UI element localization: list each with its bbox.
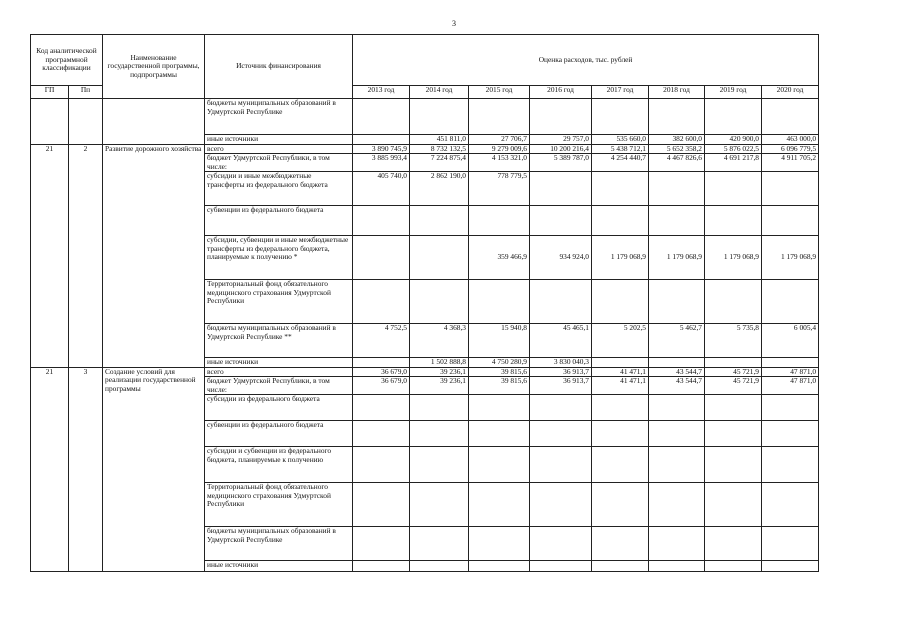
cell-value: [705, 483, 762, 527]
cell-value: [762, 421, 819, 447]
cell-value: 6 096 779,5: [762, 144, 819, 154]
cell-value: 405 740,0: [353, 172, 410, 206]
cell-value: [530, 421, 592, 447]
cell-value: 4 467 826,6: [649, 154, 705, 172]
cell-funding-source: бюджеты муниципальных образований в Удмуртской Республике **: [205, 324, 353, 358]
cell-value: [530, 206, 592, 236]
cell-value: 5 652 358,2: [649, 144, 705, 154]
cell-funding-source: иные источники: [205, 135, 353, 145]
cell-value: 5 389 787,0: [530, 154, 592, 172]
cell-value: [649, 172, 705, 206]
page-number: 3: [452, 19, 456, 28]
cell-value: [762, 527, 819, 561]
cell-value: [705, 280, 762, 324]
cell-funding-source: всего: [205, 367, 353, 377]
header-code-group: Код аналитической программной классификации: [31, 35, 103, 86]
cell-value: [649, 527, 705, 561]
cell-value: 39 236,1: [410, 377, 469, 395]
cell-funding-source: субвенции из федерального бюджета: [205, 421, 353, 447]
cell-funding-source: иные источники: [205, 561, 353, 572]
cell-value: 36 679,0: [353, 367, 410, 377]
cell-value: 778 779,5: [469, 172, 530, 206]
cell-value: 36 679,0: [353, 377, 410, 395]
cell-value: 4 911 705,2: [762, 154, 819, 172]
cell-value: [705, 358, 762, 368]
cell-value: [649, 280, 705, 324]
cell-value: [469, 447, 530, 483]
cell-value: [410, 395, 469, 421]
cell-value: 4 752,5: [353, 324, 410, 358]
cell-value: 45 465,1: [530, 324, 592, 358]
cell-value: [410, 236, 469, 280]
cell-value: 3 830 040,3: [530, 358, 592, 368]
cell-value: 47 871,0: [762, 377, 819, 395]
cell-value: [469, 395, 530, 421]
cell-value: 6 005,4: [762, 324, 819, 358]
header-year: 2014 год: [410, 86, 469, 99]
cell-value: [592, 483, 649, 527]
cell-value: [353, 527, 410, 561]
cell-value: [410, 561, 469, 572]
cell-value: [530, 447, 592, 483]
cell-value: 1 179 068,9: [592, 236, 649, 280]
cell-value: [592, 447, 649, 483]
cell-value: [530, 172, 592, 206]
cell-value: [469, 527, 530, 561]
cell-value: [410, 280, 469, 324]
cell-value: [353, 236, 410, 280]
cell-value: [762, 172, 819, 206]
cell-value: [353, 561, 410, 572]
cell-value: 36 913,7: [530, 367, 592, 377]
cell-value: [410, 483, 469, 527]
cell-value: [762, 280, 819, 324]
header-year: 2016 год: [530, 86, 592, 99]
header-year: 2017 год: [592, 86, 649, 99]
cell-value: 39 815,6: [469, 367, 530, 377]
header-pp: Пп: [69, 86, 103, 99]
cell-value: 41 471,1: [592, 377, 649, 395]
cell-value: [762, 483, 819, 527]
cell-value: [762, 358, 819, 368]
cell-value: 8 732 132,5: [410, 144, 469, 154]
cell-value: [410, 447, 469, 483]
cell-funding-source: Территориальный фонд обязательного медицинского страхования Удмуртской Республики: [205, 280, 353, 324]
cell-value: [649, 561, 705, 572]
cell-pp: 2: [69, 144, 103, 367]
cell-value: [649, 483, 705, 527]
cell-funding-source: субсидии из федерального бюджета: [205, 395, 353, 421]
cell-funding-source: субсидии и субвенции из федерального бюджета, планируемые к получению: [205, 447, 353, 483]
cell-value: [649, 358, 705, 368]
cell-value: [762, 206, 819, 236]
cell-value: [592, 280, 649, 324]
cell-name: Создание условий для реализации государственной программы: [103, 367, 205, 572]
header-year: 2015 год: [469, 86, 530, 99]
cell-value: 2 862 190,0: [410, 172, 469, 206]
cell-value: [649, 447, 705, 483]
cell-value: 10 200 216,4: [530, 144, 592, 154]
cell-value: [705, 421, 762, 447]
cell-value: [592, 395, 649, 421]
cell-funding-source: иные источники: [205, 358, 353, 368]
table-row: [31, 144, 819, 154]
cell-value: [705, 172, 762, 206]
cell-funding-source: всего: [205, 144, 353, 154]
cell-funding-source: Территориальный фонд обязательного медицинского страхования Удмуртской Республики: [205, 483, 353, 527]
cell-value: [530, 280, 592, 324]
cell-funding-source: бюджеты муниципальных образований в Удмуртской Республике: [205, 527, 353, 561]
cell-value: [469, 561, 530, 572]
cell-value: 5 735,8: [705, 324, 762, 358]
cell-value: [469, 280, 530, 324]
cell-funding-source: бюджеты муниципальных образований в Удмуртской Республике: [205, 99, 353, 135]
cell-value: [353, 135, 410, 145]
cell-value: 4 750 280,9: [469, 358, 530, 368]
cell-value: [649, 421, 705, 447]
cell-value: 4 368,3: [410, 324, 469, 358]
cell-value: 15 940,8: [469, 324, 530, 358]
cell-value: [592, 421, 649, 447]
cell-value: [353, 447, 410, 483]
cell-value: [410, 527, 469, 561]
table-row: [31, 367, 819, 377]
cell-value: 43 544,7: [649, 367, 705, 377]
cell-value: [705, 527, 762, 561]
expense-estimate-table: [30, 34, 819, 572]
cell-value: [469, 99, 530, 135]
cell-value: [410, 99, 469, 135]
cell-value: [530, 395, 592, 421]
header-gp: ГП: [31, 86, 69, 99]
cell-value: 4 153 321,0: [469, 154, 530, 172]
cell-value: [353, 421, 410, 447]
cell-value: 4 691 217,8: [705, 154, 762, 172]
cell-name: Развитие дорожного хозяйства: [103, 144, 205, 367]
cell-value: 934 924,0: [530, 236, 592, 280]
cell-value: 7 224 875,4: [410, 154, 469, 172]
cell-value: 4 254 440,7: [592, 154, 649, 172]
cell-value: [705, 206, 762, 236]
cell-value: [469, 421, 530, 447]
cell-value: 47 871,0: [762, 367, 819, 377]
cell-value: [705, 447, 762, 483]
cell-value: 535 660,0: [592, 135, 649, 145]
cell-value: 9 279 009,6: [469, 144, 530, 154]
cell-value: [762, 447, 819, 483]
cell-value: [353, 99, 410, 135]
cell-value: [530, 483, 592, 527]
cell-value: [649, 395, 705, 421]
cell-value: [530, 561, 592, 572]
cell-value: [762, 99, 819, 135]
cell-value: 39 236,1: [410, 367, 469, 377]
cell-pp: 3: [69, 367, 103, 572]
cell-value: [705, 99, 762, 135]
cell-gp: 21: [31, 144, 69, 367]
cell-pp: [69, 99, 103, 145]
cell-funding-source: бюджет Удмуртской Республики, в том числе:: [205, 377, 353, 395]
cell-value: [592, 527, 649, 561]
cell-gp: 21: [31, 367, 69, 572]
cell-value: 5 876 022,5: [705, 144, 762, 154]
cell-value: 45 721,9: [705, 377, 762, 395]
header-year: 2018 год: [649, 86, 705, 99]
table-row: [31, 99, 819, 135]
cell-value: 5 202,5: [592, 324, 649, 358]
cell-value: [353, 358, 410, 368]
cell-value: [353, 280, 410, 324]
cell-value: 39 815,6: [469, 377, 530, 395]
cell-value: 41 471,1: [592, 367, 649, 377]
cell-value: [592, 99, 649, 135]
cell-value: [469, 483, 530, 527]
table-body: [31, 99, 819, 572]
header-year: 2020 год: [762, 86, 819, 99]
cell-value: [705, 561, 762, 572]
cell-value: 3 885 993,4: [353, 154, 410, 172]
header-year: 2013 год: [353, 86, 410, 99]
cell-value: [353, 483, 410, 527]
cell-gp: [31, 99, 69, 145]
cell-funding-source: субвенции из федерального бюджета: [205, 206, 353, 236]
cell-funding-source: субсидии и иные межбюджетные трансферты из федерального бюджета: [205, 172, 353, 206]
cell-value: 5 462,7: [649, 324, 705, 358]
cell-value: 43 544,7: [649, 377, 705, 395]
cell-value: 29 757,0: [530, 135, 592, 145]
cell-name: [103, 99, 205, 145]
header-year: 2019 год: [705, 86, 762, 99]
cell-value: 420 900,0: [705, 135, 762, 145]
cell-value: [649, 99, 705, 135]
cell-value: [530, 99, 592, 135]
cell-value: [353, 395, 410, 421]
cell-value: [530, 527, 592, 561]
cell-value: 463 000,0: [762, 135, 819, 145]
cell-value: [410, 206, 469, 236]
cell-value: [592, 561, 649, 572]
cell-value: 1 179 068,9: [649, 236, 705, 280]
cell-funding-source: субсидии, субвенции и иные межбюджетные трансферты из федерального бюджета, планируемые к получению *: [205, 236, 353, 280]
cell-value: [410, 421, 469, 447]
cell-value: 3 890 745,9: [353, 144, 410, 154]
cell-value: 1 502 888,8: [410, 358, 469, 368]
cell-value: 36 913,7: [530, 377, 592, 395]
cell-value: [649, 206, 705, 236]
header-expense-estimate: Оценка расходов, тыс. рублей: [353, 35, 819, 86]
cell-funding-source: бюджет Удмуртской Республики, в том числе:: [205, 154, 353, 172]
cell-value: 359 466,9: [469, 236, 530, 280]
cell-value: [762, 561, 819, 572]
cell-value: [469, 206, 530, 236]
header-funding-source: Источник финансирования: [205, 35, 353, 99]
cell-value: [592, 358, 649, 368]
cell-value: [705, 395, 762, 421]
cell-value: [592, 206, 649, 236]
cell-value: 451 811,0: [410, 135, 469, 145]
cell-value: [762, 395, 819, 421]
cell-value: 5 438 712,1: [592, 144, 649, 154]
cell-value: 27 706,7: [469, 135, 530, 145]
header-program-name: Наименование государственной программы, подпрограммы: [103, 35, 205, 99]
cell-value: 1 179 068,9: [762, 236, 819, 280]
cell-value: [353, 206, 410, 236]
cell-value: 382 600,0: [649, 135, 705, 145]
cell-value: 45 721,9: [705, 367, 762, 377]
cell-value: [592, 172, 649, 206]
cell-value: 1 179 068,9: [705, 236, 762, 280]
